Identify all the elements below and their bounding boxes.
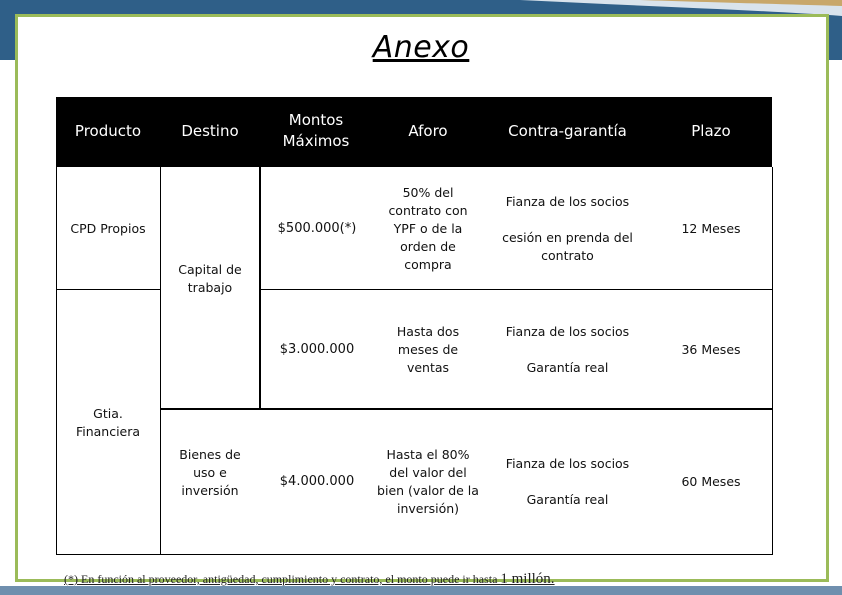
header-montos-line1: Montos: [288, 111, 344, 129]
cell-garantia-2b: Garantía real: [526, 360, 609, 375]
header-aforo: Aforo: [408, 122, 448, 140]
cell-aforo-1: [373, 184, 483, 274]
cell-garantia-1b: [490, 229, 645, 265]
cell-monto-1: $500.000(*): [277, 221, 357, 236]
cell-destino-capital-line1: Capital de: [178, 262, 242, 277]
cell-destino-bienes-line2: uso e: [193, 465, 227, 480]
cell-aforo-1-line3: YPF o de la: [393, 221, 463, 236]
cell-aforo-2-line1: Hasta dos: [396, 324, 460, 339]
cell-destino-bienes-line3: inversión: [181, 483, 239, 498]
cell-aforo-3-line4: inversión): [396, 501, 460, 516]
page-title: Anexo: [372, 30, 470, 65]
cell-destino-capital-line2: trabajo: [187, 280, 233, 295]
cell-producto-gtia-line2: Financiera: [75, 424, 141, 439]
cell-aforo-1-line4: orden de: [400, 239, 456, 254]
header-producto: Producto: [74, 122, 142, 140]
cell-producto-gtia: [56, 405, 160, 441]
cell-aforo-3: [373, 446, 483, 518]
header-montos: [262, 110, 370, 152]
footnote-text: (*) En función al proveedor, antigüedad, cumplimiento y contrato, el monto puede ir hasta: [64, 572, 501, 586]
header-contragarantia: Contra-garantía: [508, 122, 627, 140]
cell-producto-gtia-line1: Gtia.: [93, 406, 123, 421]
table-border-bottom: [56, 554, 773, 555]
header-destino: Destino: [181, 122, 239, 140]
header-montos-line2: Máximos: [282, 132, 350, 150]
footnote-amount: 1 millón.: [500, 571, 555, 587]
cell-monto-3: $4.000.000: [279, 474, 355, 489]
cell-aforo-2: [373, 323, 483, 377]
cell-plazo-1: 12 Meses: [681, 221, 741, 236]
cell-destino-bienes-line1: Bienes de: [179, 447, 241, 462]
cell-garantia-1b-line1: cesión en prenda del: [502, 230, 633, 245]
cell-garantia-1a: Fianza de los socios: [505, 194, 630, 209]
cell-garantia-3a: Fianza de los socios: [505, 456, 630, 471]
cell-producto-cpd: CPD Propios: [70, 221, 146, 236]
cell-aforo-2-line2: meses de: [397, 342, 459, 357]
cell-aforo-3-line1: Hasta el 80%: [386, 447, 470, 462]
row-divider-2: [160, 408, 772, 410]
cell-aforo-1-line1: 50% del: [402, 185, 454, 200]
cell-aforo-1-line2: contrato con: [388, 203, 468, 218]
cell-plazo-2: 36 Meses: [681, 342, 741, 357]
footnote: [64, 571, 555, 588]
cell-aforo-1-line5: compra: [404, 257, 452, 272]
cell-plazo-3: 60 Meses: [681, 474, 741, 489]
cell-aforo-3-line3: bien (valor de la: [377, 483, 479, 498]
cell-garantia-3b: Garantía real: [526, 492, 609, 507]
row-divider-1: [261, 289, 772, 290]
cell-monto-2: $3.000.000: [279, 342, 355, 357]
cell-destino-bienes: [160, 446, 260, 500]
cell-aforo-2-line3: ventas: [406, 360, 450, 375]
cell-aforo-3-line2: del valor del: [389, 465, 467, 480]
table-border-right: [772, 167, 773, 555]
cell-garantia-1b-line2: contrato: [541, 248, 594, 263]
cell-garantia-2a: Fianza de los socios: [505, 324, 630, 339]
header-plazo: Plazo: [691, 122, 731, 140]
row-divider-producto: [56, 289, 160, 290]
cell-destino-capital: [160, 261, 260, 297]
